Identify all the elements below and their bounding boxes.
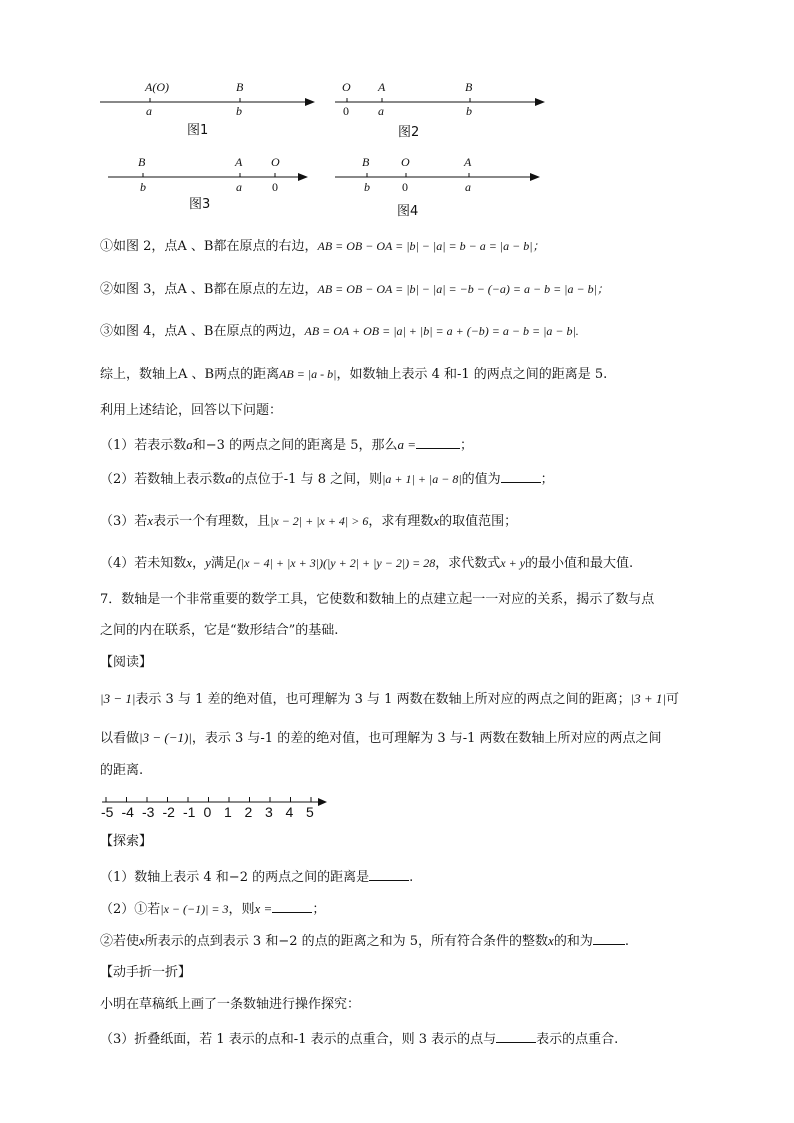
e3-answer-blank[interactable] [593,932,625,945]
fig2-label-B: B [465,80,473,94]
fig2-label-0: 0 [343,104,349,118]
explore-heading: 【探索】 [100,834,153,849]
q1-text-2: 和−3 的两点之间的距离是 5，那么 [192,438,398,453]
f3-text-1: （3）折叠纸面，若 1 表示的点和-1 表示的点重合，则 3 表示的点与 [100,1032,497,1047]
read-heading: 【阅读】 [100,655,153,670]
fig3-label-0: 0 [272,180,278,194]
number-line-label: -3 [142,804,155,820]
q4-var-x: x [186,555,193,570]
q3-text-2: 表示一个有理数，且 [153,514,271,529]
fig4-caption: 图4 [397,204,419,219]
e2-answer-blank[interactable] [272,900,312,913]
fig4-label-a: a [465,180,471,194]
figure-2-number-line [330,80,560,140]
case-3-text: ③如图 4，点A 、B在原点的两边， [100,324,305,339]
read-line-1 [100,690,679,709]
number-line-label: 5 [306,804,314,820]
e2-text-3: ； [312,902,326,917]
fig2-caption: 图2 [398,125,420,140]
q4-text-2: ， [192,556,206,571]
question-4 [100,554,633,573]
read-text-2a: 以看做 [100,731,140,746]
summary [100,365,607,384]
question-2 [100,470,554,489]
fig2-label-a: a [378,104,384,118]
figure-3-number-line [103,155,323,215]
number-line-label: -4 [121,804,134,820]
fig4-label-A: A [464,155,472,169]
e3-text-3: 的和为 [553,934,593,949]
fig4-label-0: 0 [402,180,408,194]
fig3-label-O: O [271,155,280,169]
e2-formula: |x − (−1)| = 3 [160,902,229,916]
fold-heading: 【动手折一折】 [100,965,192,980]
explore-3 [100,932,629,951]
read-text-1-end: 可 [666,692,680,707]
problem-7-line-2: 之间的内在联系，它是“数形结合”的基础. [100,623,339,638]
number-line-label: 1 [224,804,232,820]
read-text-2b: ，表示 3 与-1 的差的绝对值，也可理解为 3 与-1 两数在数轴上所对应的两点之间 [191,731,662,746]
case-3 [100,322,579,341]
e1-text-1: （1）数轴上表示 4 和−2 的两点之间的距离是 [100,870,370,885]
fig3-caption: 图3 [189,197,211,212]
q2-text-2: 的点位于-1 与 8 之间，则 [231,472,383,487]
fig1-label-a: a [146,104,152,118]
fig1-label-AO: A(O) [145,80,169,94]
read-formula-3: |3 − (−1)| [139,730,192,745]
summary-formula: AB = |a - b| [279,367,337,381]
fig3-label-B: B [138,155,146,169]
case-2-text: ②如图 3，点A 、B都在原点的左边， [100,282,318,297]
fig4-label-O: O [401,155,410,169]
number-line-label: 0 [203,804,212,820]
number-line-label: 3 [265,804,273,820]
figure-1-number-line [95,80,325,140]
q1-equation: a = [397,437,417,452]
question-3 [100,512,517,531]
explore-1 [100,868,413,887]
case-3-formula: AB = OA + OB = |a| + |b| = a + (−b) = a − b = |a − b|. [304,324,579,338]
q1-answer-blank[interactable] [416,436,460,449]
number-line-label: -1 [183,804,196,820]
intro: 利用上述结论，回答以下问题： [100,403,283,418]
q1-text-1: （1）若表示数 [100,438,187,453]
explore-2 [100,900,325,919]
q3-formula: |x − 2| + |x + 4| > 6 [270,514,369,528]
fold-intro: 小明在草稿纸上画了一条数轴进行操作探究： [100,997,361,1012]
q1-text-3: ； [460,438,474,453]
fig2-label-b: b [466,104,472,118]
q4-formula: (|x − 4| + |x + 3|)(|y + 2| + |y − 2|) = 28 [236,556,436,570]
fig2-label-A: A [378,80,386,94]
q2-answer-blank[interactable] [501,470,541,483]
fig3-label-b: b [140,180,146,194]
question-1 [100,436,473,455]
e2-equation: x = [254,901,273,916]
q1-var-a: a [186,437,193,452]
summary-text-2: ，如数轴上表示 4 和-1 的两点之间的距离是 5. [336,367,608,382]
e3-text-4: . [624,934,629,949]
number-line-label: -2 [162,804,175,820]
q2-var-a: a [225,471,232,486]
number-line-label: 4 [285,804,294,820]
number-line-label: -5 [101,804,114,820]
q3-text-3: ，求有理数 [368,514,434,529]
fold-3 [100,1030,618,1049]
read-line-3: 的距离. [100,763,144,778]
fig3-label-a: a [236,180,242,194]
q4-var-y: y [205,555,211,570]
q4-formula-2: x + y [500,556,526,570]
e1-text-2: . [409,870,414,885]
read-text-1: 表示 3 与 1 差的绝对值，也可理解为 3 与 1 两数在数轴上所对应的两点之间的距离； [135,692,631,707]
e2-text-2: ，则 [228,902,255,917]
q4-text-4: ，求代数式 [435,556,501,571]
fig4-label-b: b [364,180,370,194]
q3-var-x-2: x [433,513,440,528]
case-1 [100,237,545,256]
read-formula-2: |3 + 1| [630,691,666,706]
q2-text-3: 的值为 [461,472,501,487]
q4-text-5: 的最小值和最大值. [525,556,634,571]
e3-text-2: 所表示的点到表示 3 和−2 的点的距离之和为 5，所有符合条件的整数 [144,934,549,949]
q3-text-1: （3）若 [100,514,148,529]
fig3-label-A: A [235,155,243,169]
e3-var-x: x [139,933,145,948]
fig2-label-O: O [342,80,351,94]
fig4-label-B: B [362,155,370,169]
case-1-formula: AB = OB − OA = |b| − |a| = b − a = |a − b|； [317,239,545,253]
problem-7-line-1: 7．数轴是一个非常重要的数学工具，它使数和数轴上的点建立起一一对应的关系，揭示了数与点 [100,592,655,607]
q4-text-3: 满足 [210,556,237,571]
read-formula-1: |3 − 1| [100,691,136,706]
fig1-label-B: B [236,80,244,94]
e1-answer-blank[interactable] [369,868,409,881]
q2-text-1: （2）若数轴上表示数 [100,472,226,487]
q2-text-4: ； [540,472,554,487]
fig1-label-b: b [236,104,242,118]
q4-text-1: （4）若未知数 [100,556,187,571]
read-line-2 [100,729,662,748]
f3-answer-blank[interactable] [496,1030,536,1043]
q3-var-x: x [147,513,154,528]
case-2 [100,280,609,299]
e3-text-1: ②若使 [100,934,140,949]
summary-text-1: 综上，数轴上A 、B两点的距离 [100,367,280,382]
q3-text-4: 的取值范围； [439,514,518,529]
e2-text-1: （2）①若 [100,902,161,917]
number-line-label: 2 [244,804,253,820]
f3-text-2: 表示的点重合. [536,1032,619,1047]
fig1-caption: 图1 [187,123,209,138]
e3-var-x-2: x [548,933,554,948]
case-2-formula: AB = OB − OA = |b| − |a| = −b − (−a) = a − b = |a − b|； [317,282,609,296]
q2-formula: |a + 1| + |a − 8| [382,472,462,486]
case-1-text: ①如图 2，点A 、B都在原点的右边， [100,239,318,254]
